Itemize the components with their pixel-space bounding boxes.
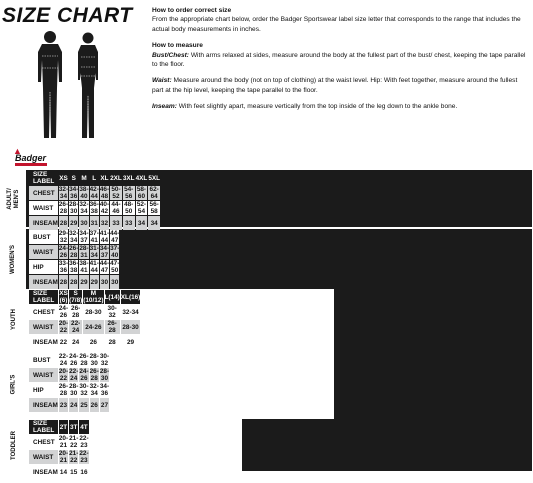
table-cell: 37-41 [89, 230, 99, 244]
row-label: WAIST [29, 368, 58, 382]
measure-heading: How to measure [152, 42, 203, 50]
row-label: INSEAM [29, 275, 58, 289]
table-cell: 32-34 [69, 230, 79, 244]
row-label: WAIST [29, 201, 58, 215]
header-cell: L(14) [105, 290, 120, 304]
table-cell: 34 [136, 216, 148, 230]
table-cell: 41-44 [89, 260, 99, 274]
header-cell: XL [100, 171, 109, 185]
inseam-label: Inseam: [152, 103, 177, 111]
table-cell: 22 [59, 335, 68, 349]
instructions [152, 6, 530, 112]
table-cell: 24 [69, 398, 78, 412]
table-cell: 34-37 [79, 230, 89, 244]
table-cell: 29 [90, 275, 99, 289]
badger-logo-icon: ▲ Badger [13, 144, 53, 168]
table-row [29, 320, 140, 334]
header-cell: 4T [79, 420, 88, 434]
table-cell: 54-56 [124, 186, 134, 200]
table-cell: 62-64 [149, 186, 159, 200]
table-cell: 30 [79, 216, 88, 230]
table-cell: 32-34 [79, 201, 89, 215]
table-cell: 56-58 [149, 201, 159, 215]
table-cell: 23 [59, 398, 68, 412]
table-cell: 29 [79, 275, 88, 289]
table-cell: 22-24 [58, 353, 69, 367]
table-cell: 26-28 [79, 353, 89, 367]
table-row [29, 230, 119, 244]
table-cell: 30 [100, 275, 109, 289]
table-cell: 24-26 [69, 353, 79, 367]
youth-girls-backdrop [334, 289, 532, 420]
row-label: WAIST [29, 320, 58, 334]
table-cell: 42-44 [89, 186, 99, 200]
table-cell: 21-22 [69, 450, 79, 464]
girls-group-label: GIRL'S [10, 374, 17, 395]
table-cell: 29 [121, 335, 141, 349]
table-cell: 47-50 [110, 260, 120, 274]
table-cell: 16 [79, 465, 88, 479]
table-cell: 21-22 [69, 435, 79, 449]
table-cell: 41-44 [99, 230, 110, 244]
table-cell: 22-23 [79, 450, 89, 464]
table-cell: 38-40 [79, 186, 89, 200]
table-cell: 24 [69, 335, 82, 349]
row-label: HIP [29, 383, 58, 397]
row-label: INSEAM [29, 335, 58, 349]
row-label: HIP [29, 260, 58, 274]
womens-table [28, 229, 120, 290]
youth-table [28, 289, 141, 350]
table-cell: 44-47 [110, 230, 120, 244]
row-label: WAIST [29, 450, 58, 464]
header-cell: 4XL [136, 171, 148, 185]
row-label: INSEAM [29, 465, 58, 479]
table-row [29, 216, 160, 230]
table-cell: 52-54 [136, 201, 147, 215]
table-row [29, 275, 119, 289]
table-cell: 22-24 [69, 368, 79, 382]
header-cell: 2XL [110, 171, 122, 185]
table-cell: 14 [59, 465, 68, 479]
table-cell: 31 [90, 216, 99, 230]
table-cell: 31-34 [89, 245, 99, 259]
table-header [29, 420, 89, 434]
table-cell: 33-36 [58, 260, 69, 274]
table-row [29, 398, 109, 412]
table-cell: 26 [83, 335, 103, 349]
header-cell: 3T [69, 420, 78, 434]
header-cell: SIZE LABEL [29, 420, 58, 434]
table-cell: 50-52 [111, 186, 121, 200]
womens-group-label: WOMEN'S [10, 244, 17, 274]
bust-text: With arms relaxed at sides, measure around the body at the fullest part of the bust/ chest, keeping the tape parallel to the floor. [152, 51, 526, 69]
toddler-table [28, 419, 90, 480]
toddler-backdrop [242, 419, 532, 471]
header-cell: L [90, 171, 99, 185]
order-text: From the appropriate chart below, order the Badger Sportswear label size letter that corresponds to the range that includes the actual body measurements in inches. [152, 16, 521, 33]
table-cell: 44-47 [99, 260, 110, 274]
table-cell: 28 [59, 275, 68, 289]
table-row [29, 353, 109, 367]
table-cell: 28 [105, 335, 120, 349]
header-cell: M [79, 171, 88, 185]
table-cell: 20-22 [58, 320, 69, 334]
page-title: SIZE CHART [2, 4, 133, 27]
header-cell: 3XL [123, 171, 135, 185]
table-cell: 28-30 [69, 383, 79, 397]
table-cell: 33 [110, 216, 122, 230]
row-label: BUST [29, 353, 58, 367]
table-cell: 26-28 [69, 245, 79, 259]
header-cell: XL(16) [121, 290, 141, 304]
youth-group-label: YOUTH [10, 308, 17, 330]
header-cell: SIZE LABEL [29, 290, 58, 304]
table-cell: 26-28 [89, 368, 99, 382]
table-cell: 40-42 [99, 201, 110, 215]
header-cell: XS [59, 171, 68, 185]
header-cell: S (7/8) [69, 290, 83, 304]
row-label: CHEST [29, 305, 58, 319]
table-cell: 20-22 [58, 368, 69, 382]
header-cell: XS (6) [59, 290, 68, 304]
table-header [29, 171, 160, 185]
table-cell: 48-50 [124, 201, 134, 215]
table-cell: 28-30 [69, 201, 79, 215]
table-cell: 22-24 [71, 320, 81, 334]
table-cell: 58-60 [136, 186, 147, 200]
table-row [29, 450, 89, 464]
table-cell: 38-41 [79, 260, 89, 274]
table-cell: 34-36 [69, 186, 79, 200]
table-row [29, 245, 119, 259]
table-cell: 24-26 [79, 368, 89, 382]
row-label: CHEST [29, 186, 58, 200]
table-header [29, 290, 140, 304]
table-cell: 28-30 [99, 368, 110, 382]
waist-instruction [152, 76, 530, 95]
table-cell: 26-28 [58, 383, 69, 397]
table-cell: 26-28 [58, 201, 69, 215]
table-cell: 24-26 [83, 320, 103, 334]
table-cell: 33 [123, 216, 135, 230]
row-label: INSEAM [29, 216, 58, 230]
header-cell: S [69, 171, 78, 185]
inseam-text: With feet slightly apart, measure vertically from the top inside of the leg down to the ankle bone. [176, 103, 458, 111]
logo-text: Badger [15, 153, 47, 163]
table-cell: 29 [69, 216, 78, 230]
table-cell: 29-32 [58, 230, 69, 244]
row-label: WAIST [29, 245, 58, 259]
table-row [29, 368, 109, 382]
table-cell: 30-32 [99, 353, 110, 367]
table-cell: 44-46 [111, 201, 121, 215]
table-cell: 22-23 [79, 435, 89, 449]
table-cell: 20-21 [58, 450, 69, 464]
table-cell: 30 [110, 275, 119, 289]
header-cell: M (10/12) [83, 290, 104, 304]
table-row [29, 465, 89, 479]
table-row [29, 201, 160, 215]
row-label: BUST [29, 230, 58, 244]
table-cell: 28-30 [89, 353, 99, 367]
table-cell: 20-21 [58, 435, 69, 449]
table-cell: 34-36 [99, 383, 110, 397]
toddler-group-label: TODDLER [10, 430, 17, 460]
table-cell: 28-31 [79, 245, 89, 259]
table-cell: 24-26 [58, 305, 69, 319]
body-figures-icon [28, 30, 112, 142]
row-label: CHEST [29, 435, 58, 449]
table-cell: 15 [69, 465, 78, 479]
table-row [29, 186, 160, 200]
table-cell: 36-38 [69, 260, 79, 274]
table-cell: 28 [69, 275, 78, 289]
girls-table [28, 352, 110, 413]
table-cell: 26-28 [71, 305, 81, 319]
waist-label: Waist: [152, 77, 172, 85]
table-cell: 30-32 [79, 383, 89, 397]
inseam-instruction [152, 102, 530, 111]
table-cell: 26-28 [105, 320, 120, 334]
table-cell: 32-34 [89, 383, 99, 397]
table-row [29, 260, 119, 274]
table-row [29, 305, 140, 319]
table-cell: 37-40 [110, 245, 120, 259]
table-cell: 32-34 [121, 305, 141, 319]
table-cell: 36-38 [89, 201, 99, 215]
table-cell: 30-32 [105, 305, 120, 319]
table-cell: 28-30 [83, 305, 103, 319]
adult-group-label: ADULT/ MEN'S [7, 187, 20, 210]
adult-table [28, 170, 161, 231]
table-cell: 32 [100, 216, 109, 230]
header-cell: SIZE LABEL [29, 171, 58, 185]
header-cell: 5XL [148, 171, 160, 185]
waist-text: Measure around the body (not on top of clothing) at the waist level. Hip: With feet together, measure around the fullest part at the hip level, keeping the tape parallel to the floor. [152, 77, 518, 94]
table-row [29, 335, 140, 349]
table-row [29, 435, 89, 449]
table-cell: 26 [90, 398, 99, 412]
table-cell: 34 [148, 216, 160, 230]
table-cell: 34-37 [99, 245, 110, 259]
order-heading: How to order correct size [152, 7, 232, 14]
row-label: INSEAM [29, 398, 58, 412]
table-cell: 25 [79, 398, 88, 412]
table-row [29, 383, 109, 397]
table-cell: 28 [59, 216, 68, 230]
table-cell: 27 [100, 398, 109, 412]
header-cell: 2T [59, 420, 68, 434]
table-cell: 46-48 [99, 186, 110, 200]
bust-label: Bust/Chest: [152, 51, 189, 59]
table-cell: 32-34 [58, 186, 69, 200]
table-cell: 24-26 [58, 245, 69, 259]
table-cell: 28-30 [121, 320, 141, 334]
bust-instruction [152, 51, 530, 70]
